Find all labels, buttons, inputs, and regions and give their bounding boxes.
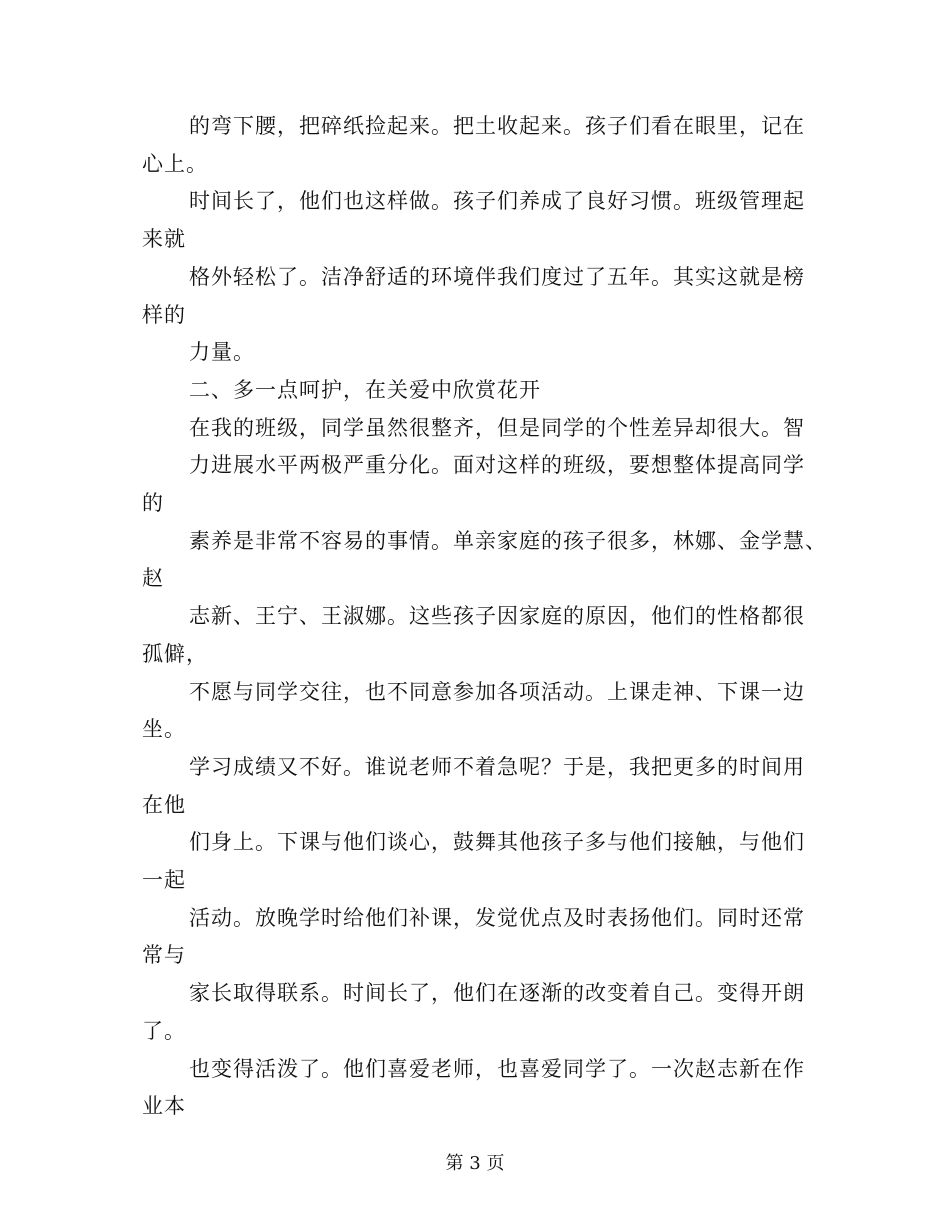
text-line: 在他 xyxy=(142,792,186,817)
text-line: 们身上。下课与他们谈心，鼓舞其他孩子多与他们接触，与他们 xyxy=(189,830,805,855)
text-line: 常与 xyxy=(142,943,186,968)
text-line: 学习成绩又不好。谁说老师不着急呢？于是，我把更多的时间用 xyxy=(189,754,805,779)
text-line: 的弯下腰，把碎纸捡起来。把土收起来。孩子们看在眼里，记在 xyxy=(189,114,805,138)
text-line: 赵 xyxy=(142,566,164,591)
text-line: 样的 xyxy=(142,302,186,327)
text-line: 素养是非常不容易的事情。单亲家庭的孩子很多，林娜、金学慧、 xyxy=(189,528,827,553)
body-text xyxy=(142,108,827,1126)
text-line: 在我的班级，同学虽然很整齐，但是同学的个性差异却很大。智 xyxy=(189,415,805,440)
text-line: 志新、王宁、王淑娜。这些孩子因家庭的原因，他们的性格都很 xyxy=(189,604,805,629)
text-line: 孤僻， xyxy=(142,641,208,666)
text-line: 也变得活泼了。他们喜爱老师，也喜爱同学了。一次赵志新在作 xyxy=(189,1056,805,1081)
text-line: 心上。 xyxy=(142,151,208,176)
text-line: 坐。 xyxy=(142,717,186,742)
text-line: 活动。放晚学时给他们补课，发觉优点及时表扬他们。同时还常 xyxy=(189,905,805,930)
text-line: 一起 xyxy=(142,868,186,893)
text-line: 时间长了，他们也这样做。孩子们养成了良好习惯。班级管理起 xyxy=(189,189,805,214)
text-line: 来就 xyxy=(142,227,186,252)
text-line: 家长取得联系。时间长了，他们在逐渐的改变着自己。变得开朗 xyxy=(189,981,805,1006)
page-number: 第 3 页 xyxy=(445,1153,505,1174)
text-line: 二、多一点呵护，在关爱中欣赏花开 xyxy=(189,377,541,402)
text-line: 格外轻松了。洁净舒适的环境伴我们度过了五年。其实这就是榜 xyxy=(189,264,805,289)
text-line: 的 xyxy=(142,491,164,516)
text-line: 业本 xyxy=(142,1094,186,1119)
text-line: 力量。 xyxy=(189,340,255,365)
text-line: 不愿与同学交往，也不同意参加各项活动。上课走神、下课一边 xyxy=(189,679,805,704)
text-line: 力进展水平两极严重分化。面对这样的班级，要想整体提高同学 xyxy=(189,453,805,478)
text-line: 了。 xyxy=(142,1018,186,1043)
